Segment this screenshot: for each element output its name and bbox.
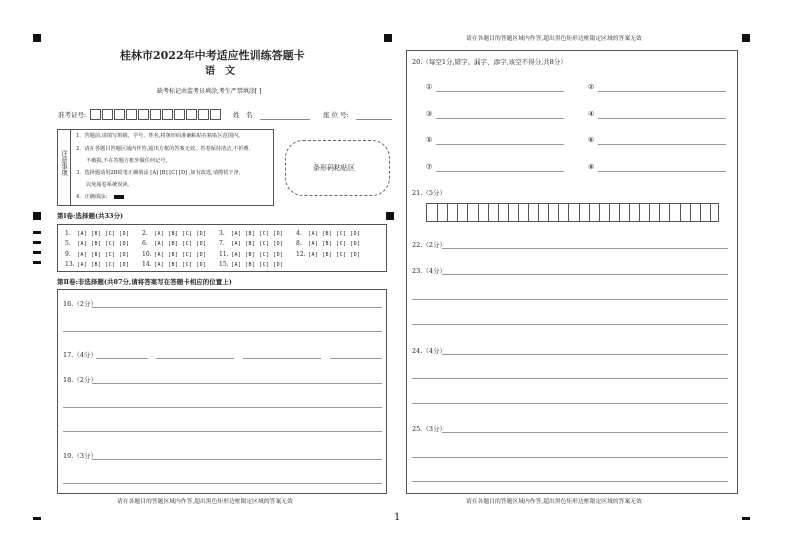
answer-line[interactable] bbox=[442, 432, 728, 433]
blank-marker: ⑤ bbox=[426, 136, 433, 144]
blank-line[interactable] bbox=[436, 144, 564, 145]
notes-divider bbox=[70, 129, 71, 206]
grid-cell[interactable] bbox=[700, 204, 710, 221]
exam-no-box[interactable] bbox=[174, 109, 185, 120]
grid-cell[interactable] bbox=[457, 204, 467, 221]
page-number: 1 bbox=[394, 512, 401, 523]
q24-label: 24.（4分） bbox=[412, 347, 446, 355]
answer-blank[interactable] bbox=[330, 358, 382, 359]
grid-cell[interactable] bbox=[629, 204, 639, 221]
choice-options[interactable]: [A] [B] [C] [D] bbox=[231, 231, 284, 237]
choice-question-number: 13. bbox=[65, 261, 75, 268]
note-line-5: 以免阅卷系统误读。 bbox=[86, 182, 133, 188]
grid-cell[interactable] bbox=[478, 204, 488, 221]
footer-notice-left: 请在各题目的答题区域内作答,超出黑色矩形边框限定区域的答案无效 bbox=[117, 499, 293, 505]
note-line-2: 2．请在各题目答题区域内作答,超出方框的答案无效。答卷保持清洁,不折叠、 bbox=[76, 146, 254, 152]
choice-question-number: 15. bbox=[219, 261, 229, 268]
choice-question-number: 8. bbox=[296, 240, 302, 247]
grid-cell[interactable] bbox=[568, 204, 578, 221]
timing-mark bbox=[33, 241, 41, 244]
grid-cell[interactable] bbox=[437, 204, 447, 221]
grid-cell[interactable] bbox=[538, 204, 548, 221]
answer-line[interactable] bbox=[92, 459, 382, 460]
blank-marker: ② bbox=[588, 83, 595, 91]
corner-mark-bottom-right bbox=[742, 517, 750, 520]
right-answer-box bbox=[406, 50, 738, 494]
blank-marker: ③ bbox=[426, 110, 433, 118]
timing-mark bbox=[33, 251, 41, 254]
blank-line[interactable] bbox=[436, 171, 564, 172]
choice-question-number: 12. bbox=[296, 251, 306, 258]
section2-title: 第Ⅱ卷:非选择题(共87分,请将答案写在答题卡相应的位置上) bbox=[57, 278, 232, 286]
answer-line[interactable] bbox=[63, 483, 382, 484]
answer-line[interactable] bbox=[442, 248, 728, 249]
corner-mark-top-middle bbox=[384, 34, 392, 42]
q25-label: 25.（3分） bbox=[412, 425, 446, 433]
footer-notice-right: 请在各题目的答题区域内作答,超出黑色矩形边框限定区域的答案无效 bbox=[466, 499, 642, 505]
answer-blank[interactable] bbox=[243, 358, 321, 359]
blank-marker: ④ bbox=[588, 110, 595, 118]
choice-options[interactable]: [A] [B] [C] [D] bbox=[231, 262, 284, 268]
choice-question-number: 5. bbox=[65, 240, 71, 247]
exam-no-box[interactable] bbox=[102, 109, 113, 120]
answer-line[interactable] bbox=[412, 457, 728, 458]
q18-label: 18.（2分） bbox=[63, 376, 97, 384]
exam-no-box[interactable] bbox=[126, 109, 137, 120]
choice-options[interactable]: [A] [B] [C] [D] bbox=[308, 231, 361, 237]
grid-cell[interactable] bbox=[669, 204, 679, 221]
choice-options[interactable]: [A] [B] [C] [D] bbox=[308, 252, 361, 258]
choice-question-number: 7. bbox=[219, 240, 225, 247]
blank-line[interactable] bbox=[598, 118, 726, 119]
choice-options[interactable]: [A] [B] [C] [D] bbox=[77, 241, 130, 247]
exam-no-box[interactable] bbox=[198, 109, 209, 120]
choice-question-number: 6. bbox=[142, 240, 148, 247]
grid-cell[interactable] bbox=[488, 204, 498, 221]
blank-marker: ⑥ bbox=[588, 136, 595, 144]
exam-no-label: 准考证号: bbox=[58, 111, 87, 119]
answer-line[interactable] bbox=[442, 274, 728, 275]
choice-question-number: 10. bbox=[142, 251, 152, 258]
writing-grid[interactable] bbox=[426, 203, 719, 222]
note-line-3: 不破损,不在答题方框外做任何记号。 bbox=[86, 158, 171, 164]
answer-line[interactable] bbox=[412, 324, 728, 325]
grid-cell[interactable] bbox=[710, 204, 720, 221]
left-answer-box bbox=[57, 289, 387, 494]
answer-line[interactable] bbox=[63, 431, 382, 432]
choice-question-number: 11. bbox=[219, 251, 229, 258]
answer-line[interactable] bbox=[63, 407, 382, 408]
grid-cell[interactable] bbox=[680, 204, 690, 221]
sheet-title: 桂林市2022年中考适应性训练答题卡 bbox=[120, 49, 305, 62]
blank-line[interactable] bbox=[598, 144, 726, 145]
grid-cell[interactable] bbox=[447, 204, 457, 221]
blank-marker: ⑧ bbox=[588, 163, 595, 171]
timing-mark bbox=[33, 261, 41, 264]
grid-cell[interactable] bbox=[498, 204, 508, 221]
seat-field[interactable] bbox=[356, 119, 392, 120]
grid-cell[interactable] bbox=[467, 204, 477, 221]
note-line-1: 1．答题前,请填写班级、学号、姓名,将条形码准确粘贴在粘贴区范围内。 bbox=[76, 133, 244, 139]
q20-label: 20.（每空1分,错字、漏字、添字,该空不得分,共8分） bbox=[412, 58, 567, 66]
subject-title: 语 文 bbox=[205, 66, 235, 77]
grid-cell[interactable] bbox=[690, 204, 700, 221]
choice-options[interactable]: [A] [B] [C] [D] bbox=[77, 262, 130, 268]
choice-options[interactable]: [A] [B] [C] [D] bbox=[231, 252, 284, 258]
exam-no-box[interactable] bbox=[150, 109, 161, 120]
q19-label: 19.（3分） bbox=[63, 452, 97, 460]
exam-no-box[interactable] bbox=[90, 109, 101, 120]
grid-cell[interactable] bbox=[589, 204, 599, 221]
blank-marker: ① bbox=[426, 83, 433, 91]
choice-options[interactable]: [A] [B] [C] [D] bbox=[154, 262, 207, 268]
grid-cell[interactable] bbox=[548, 204, 558, 221]
answer-line[interactable] bbox=[442, 354, 728, 355]
choice-options[interactable]: [A] [B] [C] [D] bbox=[231, 241, 284, 247]
grid-cell[interactable] bbox=[528, 204, 538, 221]
choice-options[interactable]: [A] [B] [C] [D] bbox=[154, 231, 207, 237]
exam-no-box[interactable] bbox=[186, 109, 197, 120]
q23-label: 23.（4分） bbox=[412, 267, 446, 275]
name-field[interactable] bbox=[260, 119, 310, 120]
grid-cell[interactable] bbox=[639, 204, 649, 221]
blank-line[interactable] bbox=[436, 118, 564, 119]
answer-line[interactable] bbox=[412, 403, 728, 404]
barcode-label: 条形码粘贴区 bbox=[313, 164, 355, 172]
filled-example-mark bbox=[114, 195, 124, 199]
choice-question-number: 9. bbox=[65, 251, 71, 258]
grid-cell[interactable] bbox=[579, 204, 589, 221]
blank-marker: ⑦ bbox=[426, 163, 433, 171]
grid-cell[interactable] bbox=[619, 204, 629, 221]
exam-no-box[interactable] bbox=[210, 109, 221, 120]
choice-question-number: 3. bbox=[219, 230, 225, 237]
q22-label: 22.（2分） bbox=[412, 241, 446, 249]
answer-line[interactable] bbox=[92, 383, 382, 384]
grid-cell[interactable] bbox=[659, 204, 669, 221]
q17-label: 17.（4分） bbox=[63, 351, 97, 359]
choice-options[interactable]: [A] [B] [C] [D] bbox=[77, 252, 130, 258]
grid-cell[interactable] bbox=[508, 204, 518, 221]
choice-options[interactable]: [A] [B] [C] [D] bbox=[77, 231, 130, 237]
choice-question-number: 2. bbox=[142, 230, 148, 237]
grid-cell[interactable] bbox=[649, 204, 659, 221]
exam-no-box[interactable] bbox=[138, 109, 149, 120]
seat-label: 座 位 号: bbox=[323, 111, 349, 119]
note-line-4: 3．选择题请用2B铅笔正确填涂 [A] [B] [C] [D] ,如有改选,请擦拭干净, bbox=[76, 170, 241, 176]
answer-line[interactable] bbox=[63, 331, 382, 332]
answer-line[interactable] bbox=[92, 307, 382, 308]
choice-question-number: 1. bbox=[65, 230, 71, 237]
choice-options[interactable]: [A] [B] [C] [D] bbox=[308, 241, 361, 247]
answer-blank[interactable] bbox=[96, 358, 148, 359]
grid-cell[interactable] bbox=[518, 204, 528, 221]
exam-no-box[interactable] bbox=[114, 109, 125, 120]
notes-side-label: 注意事项 bbox=[60, 150, 68, 176]
absent-note: 缺考标记由监考员填涂,考生严禁填涂[ ] bbox=[157, 88, 262, 95]
corner-mark-top-left bbox=[33, 34, 41, 42]
top-notice-right: 请在各题目的答题区域内作答,超出黑色矩形边框限定区域的答案无效 bbox=[466, 36, 642, 42]
choice-question-number: 4. bbox=[296, 230, 302, 237]
note-line-6: 4．正确填涂: bbox=[76, 194, 107, 200]
grid-cell[interactable] bbox=[558, 204, 568, 221]
corner-mark-mid-left bbox=[33, 212, 41, 220]
choice-question-number: 14. bbox=[142, 261, 152, 268]
grid-cell[interactable] bbox=[599, 204, 609, 221]
section1-title: 第Ⅰ卷:选择题(共33分) bbox=[57, 212, 124, 220]
blank-line[interactable] bbox=[436, 91, 564, 92]
answer-blank[interactable] bbox=[156, 358, 234, 359]
corner-mark-bottom-left bbox=[33, 517, 41, 520]
corner-mark-top-right bbox=[742, 34, 750, 42]
name-label: 姓 名 bbox=[233, 111, 253, 119]
answer-line[interactable] bbox=[412, 299, 728, 300]
grid-cell[interactable] bbox=[609, 204, 619, 221]
q16-label: 16.（2分） bbox=[63, 300, 97, 308]
timing-mark bbox=[33, 231, 41, 234]
answer-line[interactable] bbox=[412, 378, 728, 379]
choice-options[interactable]: [A] [B] [C] [D] bbox=[154, 252, 207, 258]
choice-options[interactable]: [A] [B] [C] [D] bbox=[154, 241, 207, 247]
answer-line[interactable] bbox=[412, 481, 728, 482]
exam-no-box[interactable] bbox=[162, 109, 173, 120]
q21-label: 21.（5分） bbox=[412, 189, 446, 197]
blank-line[interactable] bbox=[598, 91, 726, 92]
corner-mark-mid-center bbox=[386, 212, 394, 220]
blank-line[interactable] bbox=[598, 171, 726, 172]
